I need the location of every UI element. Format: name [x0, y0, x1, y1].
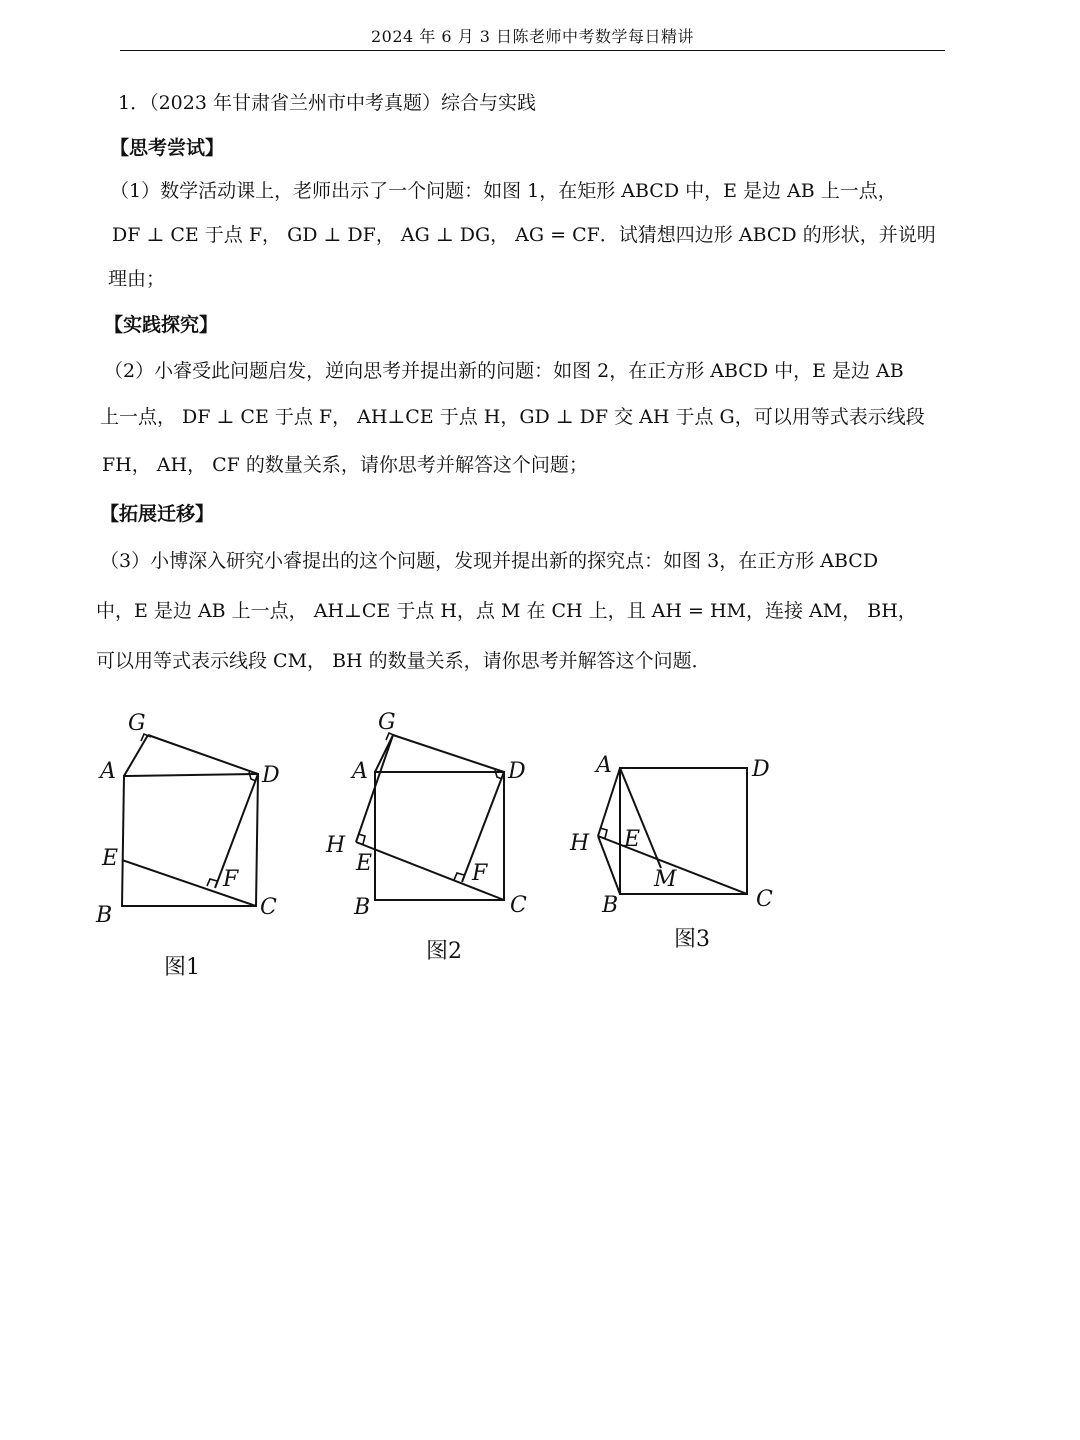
label-a: A	[596, 753, 612, 778]
label-d: D	[262, 763, 280, 788]
figure-2-caption: 图2	[426, 939, 462, 964]
label-a: A	[100, 759, 116, 784]
problem-line: FH， AH， CF 的数量关系，请你思考并解答这个问题；	[102, 454, 588, 476]
figure-3-caption: 图3	[674, 927, 710, 952]
label-d: D	[508, 759, 526, 784]
label-c: C	[260, 895, 277, 920]
header-rule	[120, 50, 945, 51]
figure-2	[318, 700, 548, 964]
problem-line: （1）数学活动课上，老师出示了一个问题：如图 1，在矩形 ABCD 中，E 是边 AB 上一点，	[110, 180, 897, 202]
figure-2-diagram	[318, 700, 548, 930]
problem-line: 可以用等式表示线段 CM， BH 的数量关系，请你思考并解答这个问题．	[96, 650, 711, 672]
label-f: F	[223, 867, 239, 892]
label-g: G	[378, 710, 396, 735]
problem-line: （2）小睿受此问题启发，逆向思考并提出新的问题：如图 2，在正方形 ABCD 中，E 是边 AB	[104, 360, 904, 382]
figure-1-diagram	[90, 700, 310, 930]
label-b: B	[96, 903, 113, 928]
label-d: D	[752, 757, 770, 782]
section-title-practice: 【实践探究】	[104, 314, 219, 336]
label-c: C	[510, 893, 527, 918]
label-m: M	[654, 867, 677, 892]
problem-line: （3）小博深入研究小睿提出的这个问题，发现并提出新的探究点：如图 3，在正方形 ABCD	[100, 550, 879, 572]
problem-line: DF ⊥ CE 于点 F， GD ⊥ DF， AG ⊥ DG， AG = CF．试猜想四边形 ABCD 的形状，并说明	[112, 224, 936, 246]
page-header: 2024 年 6 月 3 日陈老师中考数学每日精讲	[370, 27, 694, 46]
problem-line: 理由；	[108, 268, 166, 290]
label-f: F	[472, 861, 488, 886]
label-e: E	[356, 851, 373, 876]
label-c: C	[756, 887, 773, 912]
figure-3	[566, 700, 796, 952]
figure-3-diagram	[566, 700, 796, 930]
label-h: H	[570, 831, 590, 856]
label-a: A	[352, 759, 368, 784]
label-e: E	[102, 846, 119, 871]
problem-intro: 1．（2023 年甘肃省兰州市中考真题）综合与实践	[118, 92, 536, 114]
label-h: H	[326, 833, 346, 858]
label-e: E	[624, 827, 641, 852]
problem-line: 中，E 是边 AB 上一点， AH⊥CE 于点 H，点 M 在 CH 上，且 AH = HM，连接 AM， BH，	[96, 600, 917, 622]
label-g: G	[128, 711, 146, 736]
figure-1	[90, 700, 310, 980]
problem-line: 上一点， DF ⊥ CE 于点 F， AH⊥CE 于点 H，GD ⊥ DF 交 AH 于点 G，可以用等式表示线段	[100, 406, 925, 428]
label-b: B	[602, 893, 619, 918]
figure-1-caption: 图1	[164, 955, 200, 980]
section-title-thinking: 【思考尝试】	[110, 137, 225, 159]
section-title-extension: 【拓展迁移】	[100, 503, 215, 525]
label-b: B	[354, 895, 371, 920]
